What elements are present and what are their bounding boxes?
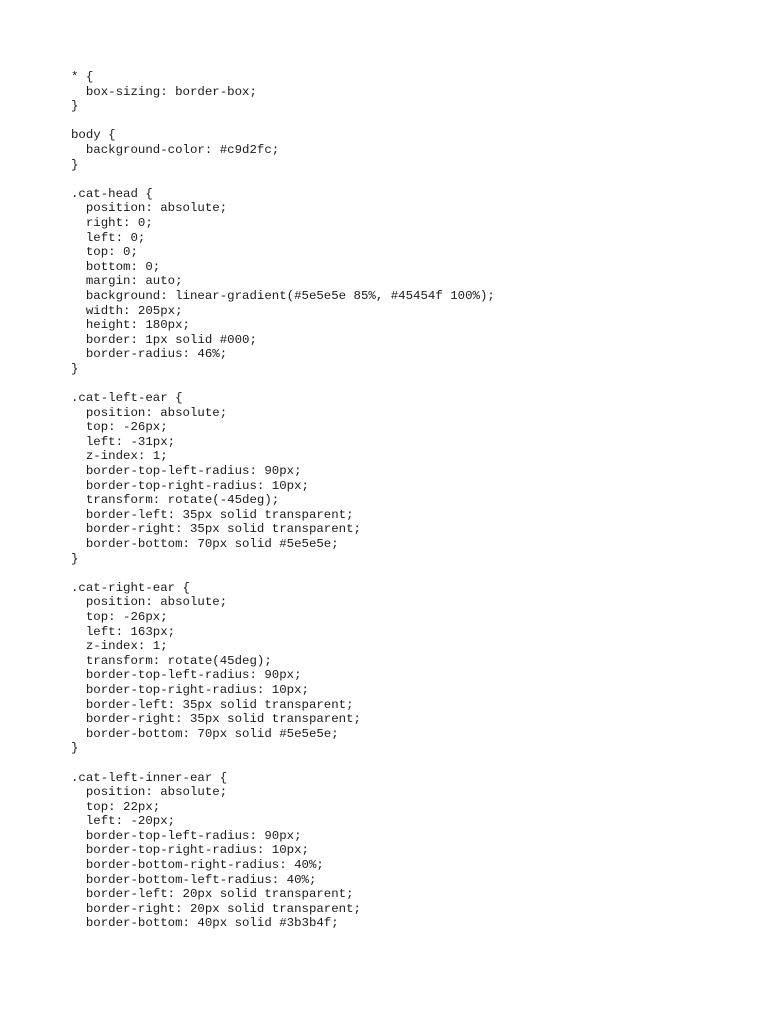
code-line: top: -26px; — [71, 609, 168, 624]
code-line: border-right: 35px solid transparent; — [71, 712, 361, 727]
css-code-listing — [71, 70, 495, 931]
code-line: border-left: 20px solid transparent; — [71, 887, 354, 902]
code-line: } — [71, 157, 79, 172]
code-line: left: 163px; — [71, 624, 176, 639]
code-line: border-top-right-radius: 10px; — [71, 682, 309, 697]
code-line: right: 0; — [71, 215, 153, 230]
code-line: border-top-left-radius: 90px; — [71, 828, 302, 843]
code-line: border-bottom: 70px solid #5e5e5e; — [71, 537, 339, 551]
code-line: border: 1px solid #000; — [71, 332, 257, 347]
code-line: top: 22px; — [71, 799, 161, 814]
code-line: position: absolute; — [71, 785, 228, 800]
code-line: z-index: 1; — [71, 639, 168, 654]
code-line: position: absolute; — [71, 595, 228, 610]
code-line: transform: rotate(-45deg); — [71, 493, 280, 508]
code-line: } — [71, 99, 79, 114]
blank-line — [71, 376, 495, 391]
code-line: margin: auto; — [71, 274, 183, 289]
code-line: border-bottom: 70px solid #5e5e5e; — [71, 726, 339, 741]
blank-line — [71, 756, 495, 771]
code-line: left: 0; — [71, 230, 146, 245]
code-line: border-left: 35px solid transparent; — [71, 697, 354, 712]
code-line: border-bottom-left-radius: 40%; — [71, 872, 317, 887]
code-line: background-color: #c9d2fc; — [71, 142, 280, 157]
code-line: } — [71, 361, 79, 376]
code-line: position: absolute; — [71, 405, 228, 420]
code-line: top: 0; — [71, 245, 138, 260]
code-line: } — [71, 741, 79, 756]
code-line: box-sizing: border-box; — [71, 84, 257, 99]
code-line: position: absolute; — [71, 201, 228, 216]
code-line: border-top-left-radius: 90px; — [71, 464, 302, 479]
blank-line — [71, 172, 495, 187]
blank-line — [71, 566, 495, 581]
code-line: width: 205px; — [71, 303, 183, 318]
code-line: border-left: 35px solid transparent; — [71, 507, 354, 522]
code-line: body { — [71, 128, 116, 143]
code-line: border-top-left-radius: 90px; — [71, 668, 302, 683]
code-line: height: 180px; — [71, 318, 190, 333]
code-line: border-radius: 46%; — [71, 347, 228, 362]
code-line: border-top-right-radius: 10px; — [71, 478, 309, 493]
code-line: .cat-head { — [71, 186, 153, 201]
code-line: border-bottom: 40px solid #3b3b4f; — [71, 916, 339, 931]
code-line: .cat-left-ear { — [71, 391, 183, 406]
code-line: .cat-right-ear { — [71, 580, 190, 595]
code-line: background: linear-gradient(#5e5e5e 85%, #45454f 100%); — [71, 288, 495, 303]
blank-line — [71, 114, 495, 129]
code-line: border-right: 35px solid transparent; — [71, 522, 361, 537]
code-line: * { — [71, 70, 94, 84]
code-line: .cat-left-inner-ear { — [71, 770, 228, 785]
code-line: z-index: 1; — [71, 449, 168, 464]
code-line: left: -31px; — [71, 434, 176, 449]
code-line: left: -20px; — [71, 814, 176, 829]
code-line: top: -26px; — [71, 420, 168, 435]
code-line: border-top-right-radius: 10px; — [71, 843, 309, 858]
code-line: border-bottom-right-radius: 40%; — [71, 858, 324, 873]
code-line: bottom: 0; — [71, 259, 161, 274]
code-line: border-right: 20px solid transparent; — [71, 901, 361, 916]
code-line: } — [71, 551, 79, 566]
code-line: transform: rotate(45deg); — [71, 653, 272, 668]
